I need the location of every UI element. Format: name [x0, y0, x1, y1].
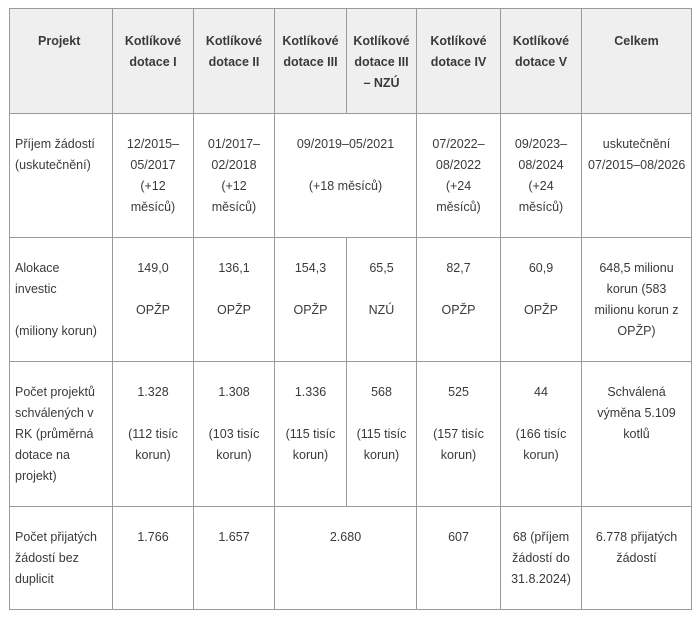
cell-text: OPŽP	[441, 303, 476, 317]
row-alokace	[10, 238, 692, 362]
cell-text: kotlů	[623, 427, 650, 441]
cell-text: OPŽP	[135, 303, 171, 317]
cell-text: korun (583	[606, 282, 667, 296]
cell-text: (115 tisíc	[356, 427, 407, 441]
cell-text: 60,9	[528, 261, 554, 275]
header-text: Celkem	[614, 34, 659, 48]
cell-text: 82,7	[446, 261, 471, 275]
cell-text: měsíců)	[130, 200, 176, 214]
cell	[582, 507, 692, 610]
cell-text: (uskutečnění)	[15, 158, 91, 172]
cell-text: (166 tisíc	[515, 427, 567, 441]
cell-text: 1.657	[218, 530, 250, 544]
cell	[501, 238, 582, 362]
cell-text: korun)	[440, 448, 477, 462]
cell-text: korun)	[363, 448, 400, 462]
cell	[417, 114, 501, 238]
header-kd3	[275, 9, 347, 114]
header-text: Kotlíkové	[124, 34, 182, 48]
header-text: dotace V	[514, 55, 568, 69]
cell-text: (miliony korun)	[15, 324, 97, 338]
cell	[113, 114, 194, 238]
cell-merged	[275, 507, 417, 610]
cell-text: (+18 měsíců)	[308, 179, 383, 193]
cell-text: (103 tisíc	[208, 427, 260, 441]
header-text: dotace II	[208, 55, 260, 69]
cell-text: 68 (příjem	[512, 530, 570, 544]
cell	[194, 238, 275, 362]
cell-text: (157 tisíc	[433, 427, 484, 441]
cell	[113, 507, 194, 610]
cell	[275, 238, 347, 362]
header-kd4	[417, 9, 501, 114]
cell-text: 31.8.2024)	[511, 572, 571, 586]
cell	[582, 114, 692, 238]
cell	[113, 362, 194, 507]
row-pocet-zadosti	[10, 507, 692, 610]
cell-text: žádostí bez	[15, 551, 79, 565]
cell-text: 1.328	[137, 385, 169, 399]
cell-text: (+24	[445, 179, 472, 193]
cell-text: 568	[371, 385, 392, 399]
cell-text: Počet projektů	[15, 385, 95, 399]
cell-text: schválených v	[15, 406, 94, 420]
header-text: dotace I	[129, 55, 177, 69]
cell-text: 149,0	[137, 261, 169, 275]
cell-text: 6.778 přijatých	[595, 530, 678, 544]
cell-text: korun)	[523, 448, 559, 462]
cell-text: výměna 5.109	[597, 406, 676, 420]
cell-text: 154,3	[294, 261, 327, 275]
cell-text: RK (průměrná	[15, 427, 94, 441]
row-prijem-zadosti	[10, 114, 692, 238]
header-kd3-nzu	[347, 9, 417, 114]
cell-text: OPŽP	[216, 303, 252, 317]
cell	[417, 507, 501, 610]
row-pocet-projektu	[10, 362, 692, 507]
row-label	[10, 114, 113, 238]
cell-text: 01/2017–	[207, 137, 261, 151]
header-row	[10, 9, 692, 114]
cell-text: Příjem žádostí	[15, 137, 95, 151]
cell-text: 607	[448, 530, 469, 544]
header-kd1	[113, 9, 194, 114]
cell-text: 136,1	[218, 261, 250, 275]
kotlikove-dotace-table	[9, 8, 692, 610]
cell	[347, 238, 417, 362]
header-text: dotace IV	[430, 55, 487, 69]
cell-text: měsíců)	[211, 200, 257, 214]
cell-text: Alokace	[15, 261, 60, 275]
cell-text: měsíců)	[436, 200, 481, 214]
cell	[194, 507, 275, 610]
cell	[194, 114, 275, 238]
header-text: Kotlíkové	[353, 34, 410, 48]
cell-text: měsíců)	[518, 200, 564, 214]
cell-text: projekt)	[15, 469, 57, 483]
cell-text: žádostí do	[512, 551, 570, 565]
cell	[501, 507, 582, 610]
cell-text: investic	[15, 282, 57, 296]
row-label	[10, 238, 113, 362]
header-text: dotace III	[354, 55, 409, 69]
cell-text: 07/2015–08/2026	[588, 158, 686, 172]
cell-text: milionu korun z	[594, 303, 679, 317]
header-text: – NZÚ	[363, 76, 400, 90]
cell-text: OPŽP	[523, 303, 559, 317]
cell	[113, 238, 194, 362]
cell-text: 44	[534, 385, 548, 399]
header-text: Projekt	[38, 34, 81, 48]
cell	[417, 362, 501, 507]
cell-text: OPŽP	[293, 303, 328, 317]
cell-text: korun)	[135, 448, 171, 462]
cell	[417, 238, 501, 362]
header-text: Kotlíkové	[430, 34, 487, 48]
cell-text: 09/2023–	[514, 137, 568, 151]
header-text: Kotlíkové	[205, 34, 263, 48]
cell-text: 07/2022–	[432, 137, 485, 151]
cell-text: OPŽP)	[617, 324, 656, 338]
cell-text: (+12	[140, 179, 166, 193]
header-text: dotace III	[283, 55, 338, 69]
cell-text: (115 tisíc	[285, 427, 336, 441]
cell-text: NZÚ	[368, 303, 395, 317]
header-text: Kotlíkové	[512, 34, 570, 48]
cell-text: 12/2015–	[126, 137, 180, 151]
cell	[275, 362, 347, 507]
cell-text: korun)	[292, 448, 329, 462]
cell-text: (+12	[221, 179, 247, 193]
cell-text: 1.336	[294, 385, 327, 399]
cell-text: 02/2018	[211, 158, 257, 172]
cell-text: 525	[448, 385, 469, 399]
cell-text: 648,5 milionu	[599, 261, 674, 275]
cell-text: korun)	[216, 448, 252, 462]
header-celkem	[582, 9, 692, 114]
cell-text: duplicit	[15, 572, 54, 586]
cell-text: dotace na	[15, 448, 70, 462]
cell-text: Schválená	[607, 385, 666, 399]
cell-text: (+24	[528, 179, 554, 193]
cell	[501, 114, 582, 238]
header-kd5	[501, 9, 582, 114]
cell-merged	[275, 114, 417, 238]
cell-text: uskutečnění	[602, 137, 671, 151]
cell-text: 09/2019–05/2021	[296, 137, 395, 151]
cell	[582, 362, 692, 507]
cell-text: 05/2017	[130, 158, 176, 172]
cell-text: (112 tisíc	[128, 427, 178, 441]
header-text: Kotlíkové	[282, 34, 339, 48]
cell-text: 1.308	[218, 385, 250, 399]
row-label	[10, 362, 113, 507]
cell-text: Počet přijatých	[15, 530, 97, 544]
cell-text: žádostí	[616, 551, 657, 565]
cell-text: 08/2024	[518, 158, 564, 172]
cell-text: 2.680	[329, 530, 362, 544]
cell	[347, 362, 417, 507]
cell-text: 1.766	[137, 530, 169, 544]
header-projekt	[10, 9, 113, 114]
cell	[582, 238, 692, 362]
cell-text: 65,5	[369, 261, 394, 275]
header-kd2	[194, 9, 275, 114]
cell-text: 08/2022	[435, 158, 482, 172]
cell	[501, 362, 582, 507]
cell	[194, 362, 275, 507]
row-label	[10, 507, 113, 610]
